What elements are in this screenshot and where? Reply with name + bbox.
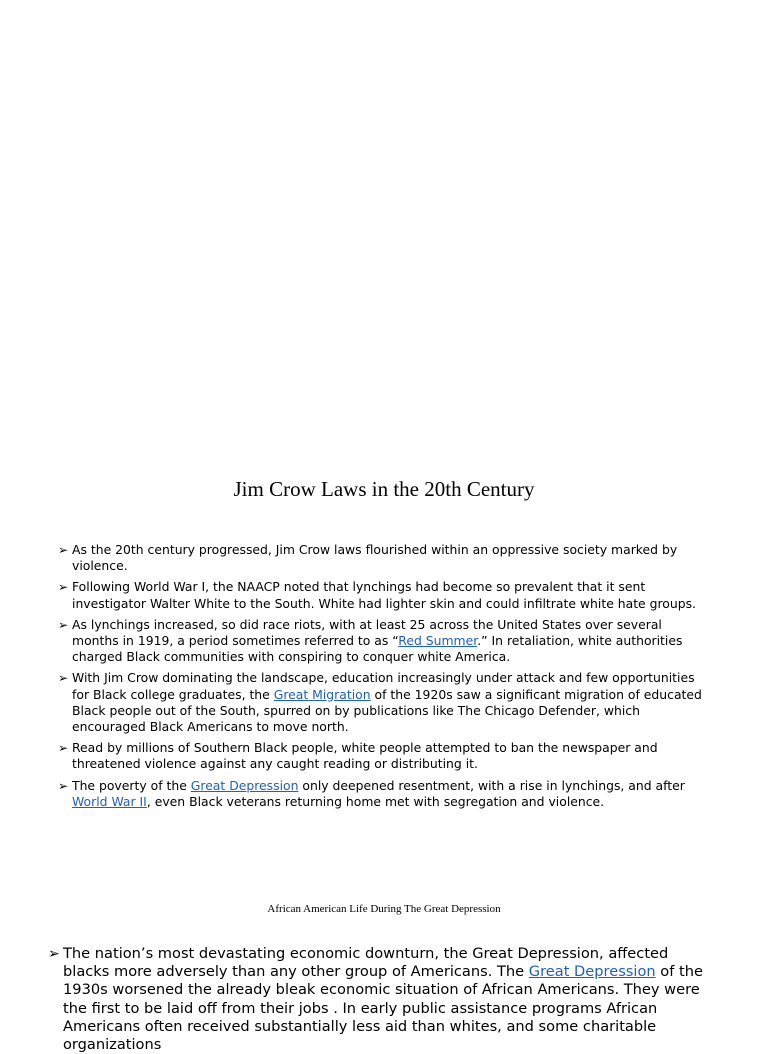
bullet-text: As the 20th century progressed, Jim Crow laws flourished within an oppressive society marked by violence. (72, 542, 678, 574)
bullet-item (58, 740, 710, 772)
arrow-bullet-icon: ➢ (58, 778, 69, 793)
bullet-item (58, 778, 710, 810)
bullet-text: Following World War I, the NAACP noted that lynchings had become so prevalent that it sent investigator Walter White to the South. White had lighter skin and could infiltrate white hate groups. (72, 579, 696, 611)
section2-bullet-list (48, 945, 708, 1054)
hyperlink-red-summer[interactable]: Red Summer (398, 633, 478, 649)
hyperlink-great-migration[interactable]: Great Migration (273, 686, 371, 702)
bullet-text: of the 1930s worsened the already bleak economic situation of African Americans. They were the first to be laid off from their jobs . In early public assistance programs African Americans often received substantially less aid than whites, and some charitable organizations (63, 963, 703, 1054)
arrow-bullet-icon: ➢ (58, 741, 69, 756)
bullet-text: of the 1920s saw a significant migration of educated Black people out of the South, spurred on by publications like The Chicago Defender, which encouraged Black Americans to move north. (72, 686, 702, 735)
bullet-item (58, 670, 710, 735)
document-title: Jim Crow Laws in the 20th Century (233, 477, 535, 501)
bullet-text: The poverty of the (72, 777, 191, 793)
bullet-item (58, 617, 710, 666)
bullet-text: , even Black veterans returning home met with segregation and violence. (146, 793, 605, 809)
arrow-bullet-icon: ➢ (58, 671, 69, 686)
bullet-item (58, 579, 710, 611)
hyperlink-great-depression[interactable]: Great Depression (528, 963, 656, 981)
bullet-list (58, 542, 710, 815)
bullet-text: Read by millions of Southern Black people, white people attempted to ban the newspaper and threatened violence against any caught reading or distributing it. (72, 740, 658, 772)
bullet-text: With Jim Crow dominating the landscape, education increasingly under attack and few opportunities for Black college graduates, the (72, 670, 695, 702)
arrow-bullet-icon: ➢ (58, 580, 69, 595)
bullet-text: The nation’s most devastating economic downturn, the Great Depression, affected blacks more adversely than any other group of Americans. The (63, 945, 669, 981)
section-subtitle: African American Life During The Great Depression (267, 903, 501, 915)
arrow-bullet-icon: ➢ (58, 617, 69, 632)
arrow-bullet-icon: ➢ (58, 543, 69, 557)
bullet-item (58, 542, 710, 574)
bullet-text: As lynchings increased, so did race riots, with at least 25 across the United States over several months in 1919, a period sometimes referred to as “ (72, 616, 662, 649)
section2-bullet-item (48, 945, 708, 1054)
hyperlink-world-war-ii[interactable]: World War II (72, 793, 147, 809)
arrow-bullet-icon: ➢ (48, 946, 60, 962)
hyperlink-great-depression[interactable]: Great Depression (190, 777, 299, 793)
bullet-text: only deepened resentment, with a rise in lynchings, and after (298, 777, 685, 793)
bullet-text: .” In retaliation, white authorities charged Black communities with conspiring to conquer white America. (72, 633, 683, 665)
